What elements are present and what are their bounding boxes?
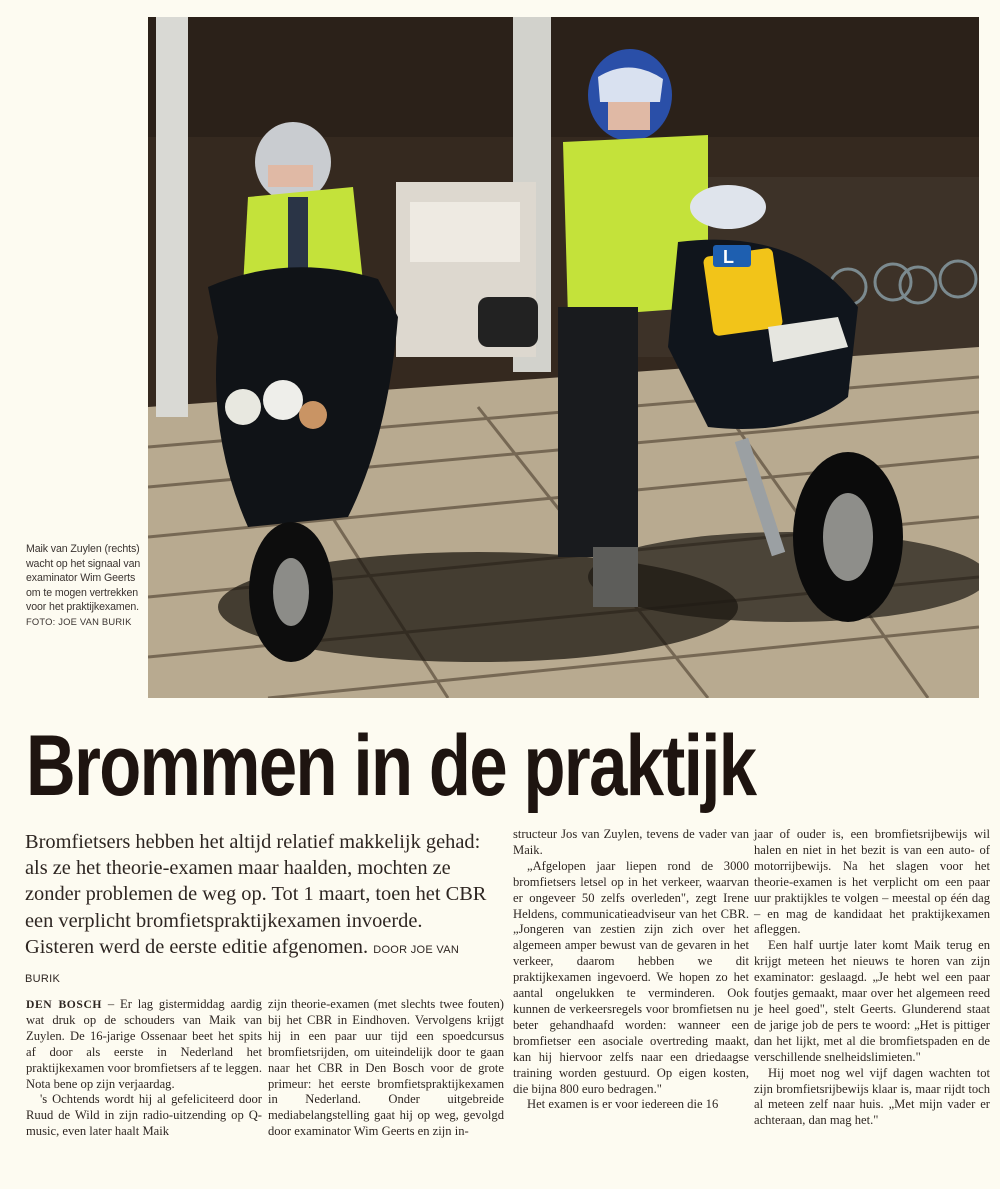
intro-text: Bromfietsers hebben het altijd relatief makkelijk gehad: als ze het theorie-examen maar haalden, mochten ze zonder problemen de weg op. Tot 1 maart, toen het CBR een verplicht bromfietspraktijkexamen invoerde. Gisteren werd de eerste editie afgenomen. <box>25 831 487 958</box>
paragraph: jaar of ouder is, een bromfietsrijbewijs wil halen en niet in het bezit is van een auto- of motorrijbewijs. Na het slagen voor het theorie-examen is het verplicht om een paar uur praktijkles te volgen – meestal op één dag – en mag de kandidaat het praktijkexamen afleggen. <box>754 827 990 937</box>
dateline-dash: – <box>102 997 120 1011</box>
paragraph: zijn theorie-examen (met slechts twee fouten) bij het CBR in Eindhoven. Vervolgens krijgt hij in een paar uur tijd een spoedcursus bromfietsrijden, om uiteindelijk door te gaan naar het CBR in Den Bosch voor de grote primeur: het eerste bromfietspraktijkexamen in Nederland. Onder uitgebreide mediabelangstelling gaat hij op weg, gevolgd door examinator Wim Geerts en zijn in- <box>268 997 504 1139</box>
paragraph-text: Er lag gistermiddag aardig wat druk op de schouders van Maik van Zuylen. De 16-jarige Ossenaar beet het spits af door als eerste in Nederland het praktijkexamen voor bromfietsers af te leggen. Nota bene op zijn verjaardag. <box>26 997 262 1091</box>
byline: DOOR JOE VAN BURIK <box>25 943 460 986</box>
article-column-4 <box>754 827 990 1129</box>
photo-caption <box>26 542 144 630</box>
dateline: DEN BOSCH <box>26 998 103 1011</box>
paragraph: Het examen is er voor iedereen die 16 <box>527 1097 719 1112</box>
paragraph <box>26 997 262 1092</box>
paragraph: 's Ochtends wordt hij al gefeliciteerd door Ruud de Wild in zijn radio-uitzending op Q-music, even later haalt Maik <box>26 1092 262 1139</box>
moped-riders-illustration <box>148 17 979 698</box>
article-column-3 <box>513 827 749 1113</box>
svg-text:L: L <box>723 247 734 267</box>
paragraph: „Afgelopen jaar liepen rond de 3000 bromfietsers letsel op in het verkeer, waarvan er ongeveer 50 zelfs overleden", zegt Irene Heldens, communicatieadviseur van het CBR. „Jongeren van zestien zijn zich over het algemeen amper bewust van de gevaren in het verkeer, daarom hebben we dit praktijkexamen ingevoerd. We hopen zo het aantal ongelukken te verminderen. Ook kunnen de verkeersregels voor bromfietsen nu beter gehandhaafd worden: wanneer een bromfietser een asociale overtreding maakt, kan hij hiervoor zelfs naar een driedaagse training worden gestuurd. Op eigen kosten, die bijna 800 euro bedragen." <box>513 858 749 1096</box>
article-photo <box>148 17 979 698</box>
paragraph: Hij moet nog wel vijf dagen wachten tot zijn bromfietsrijbewijs klaar is, maar rijdt toch al meteen zelf naar huis. „Met mijn vader er achteraan, dan mag het." <box>754 1065 990 1128</box>
paragraph: Een half uurtje later komt Maik terug en krijgt meteen het nieuws te horen van zijn examinator: geslaagd. „Je hebt wel een paar foutjes gemaakt, maar over het algemeen reed je heel goed", stelt Geerts. Glunderend staat de jarige job de pers te woord: „Het is pittiger dan het lijkt, met al die bromfietspaden en de verschillende snelheidslimieten." <box>754 938 990 1064</box>
caption-text: Maik van Zuylen (rechts) wacht op het signaal van examinator Wim Geerts om te mogen vertrekken voor het praktijkexamen. <box>26 543 141 614</box>
article-column-2 <box>268 997 504 1140</box>
paragraph: structeur Jos van Zuylen, tevens de vader van Maik. <box>513 827 749 857</box>
article-column-1 <box>26 997 262 1140</box>
article-intro <box>25 829 493 992</box>
headline: Brommen in de praktijk <box>26 718 756 814</box>
photo-credit: FOTO: JOE VAN BURIK <box>26 615 132 627</box>
